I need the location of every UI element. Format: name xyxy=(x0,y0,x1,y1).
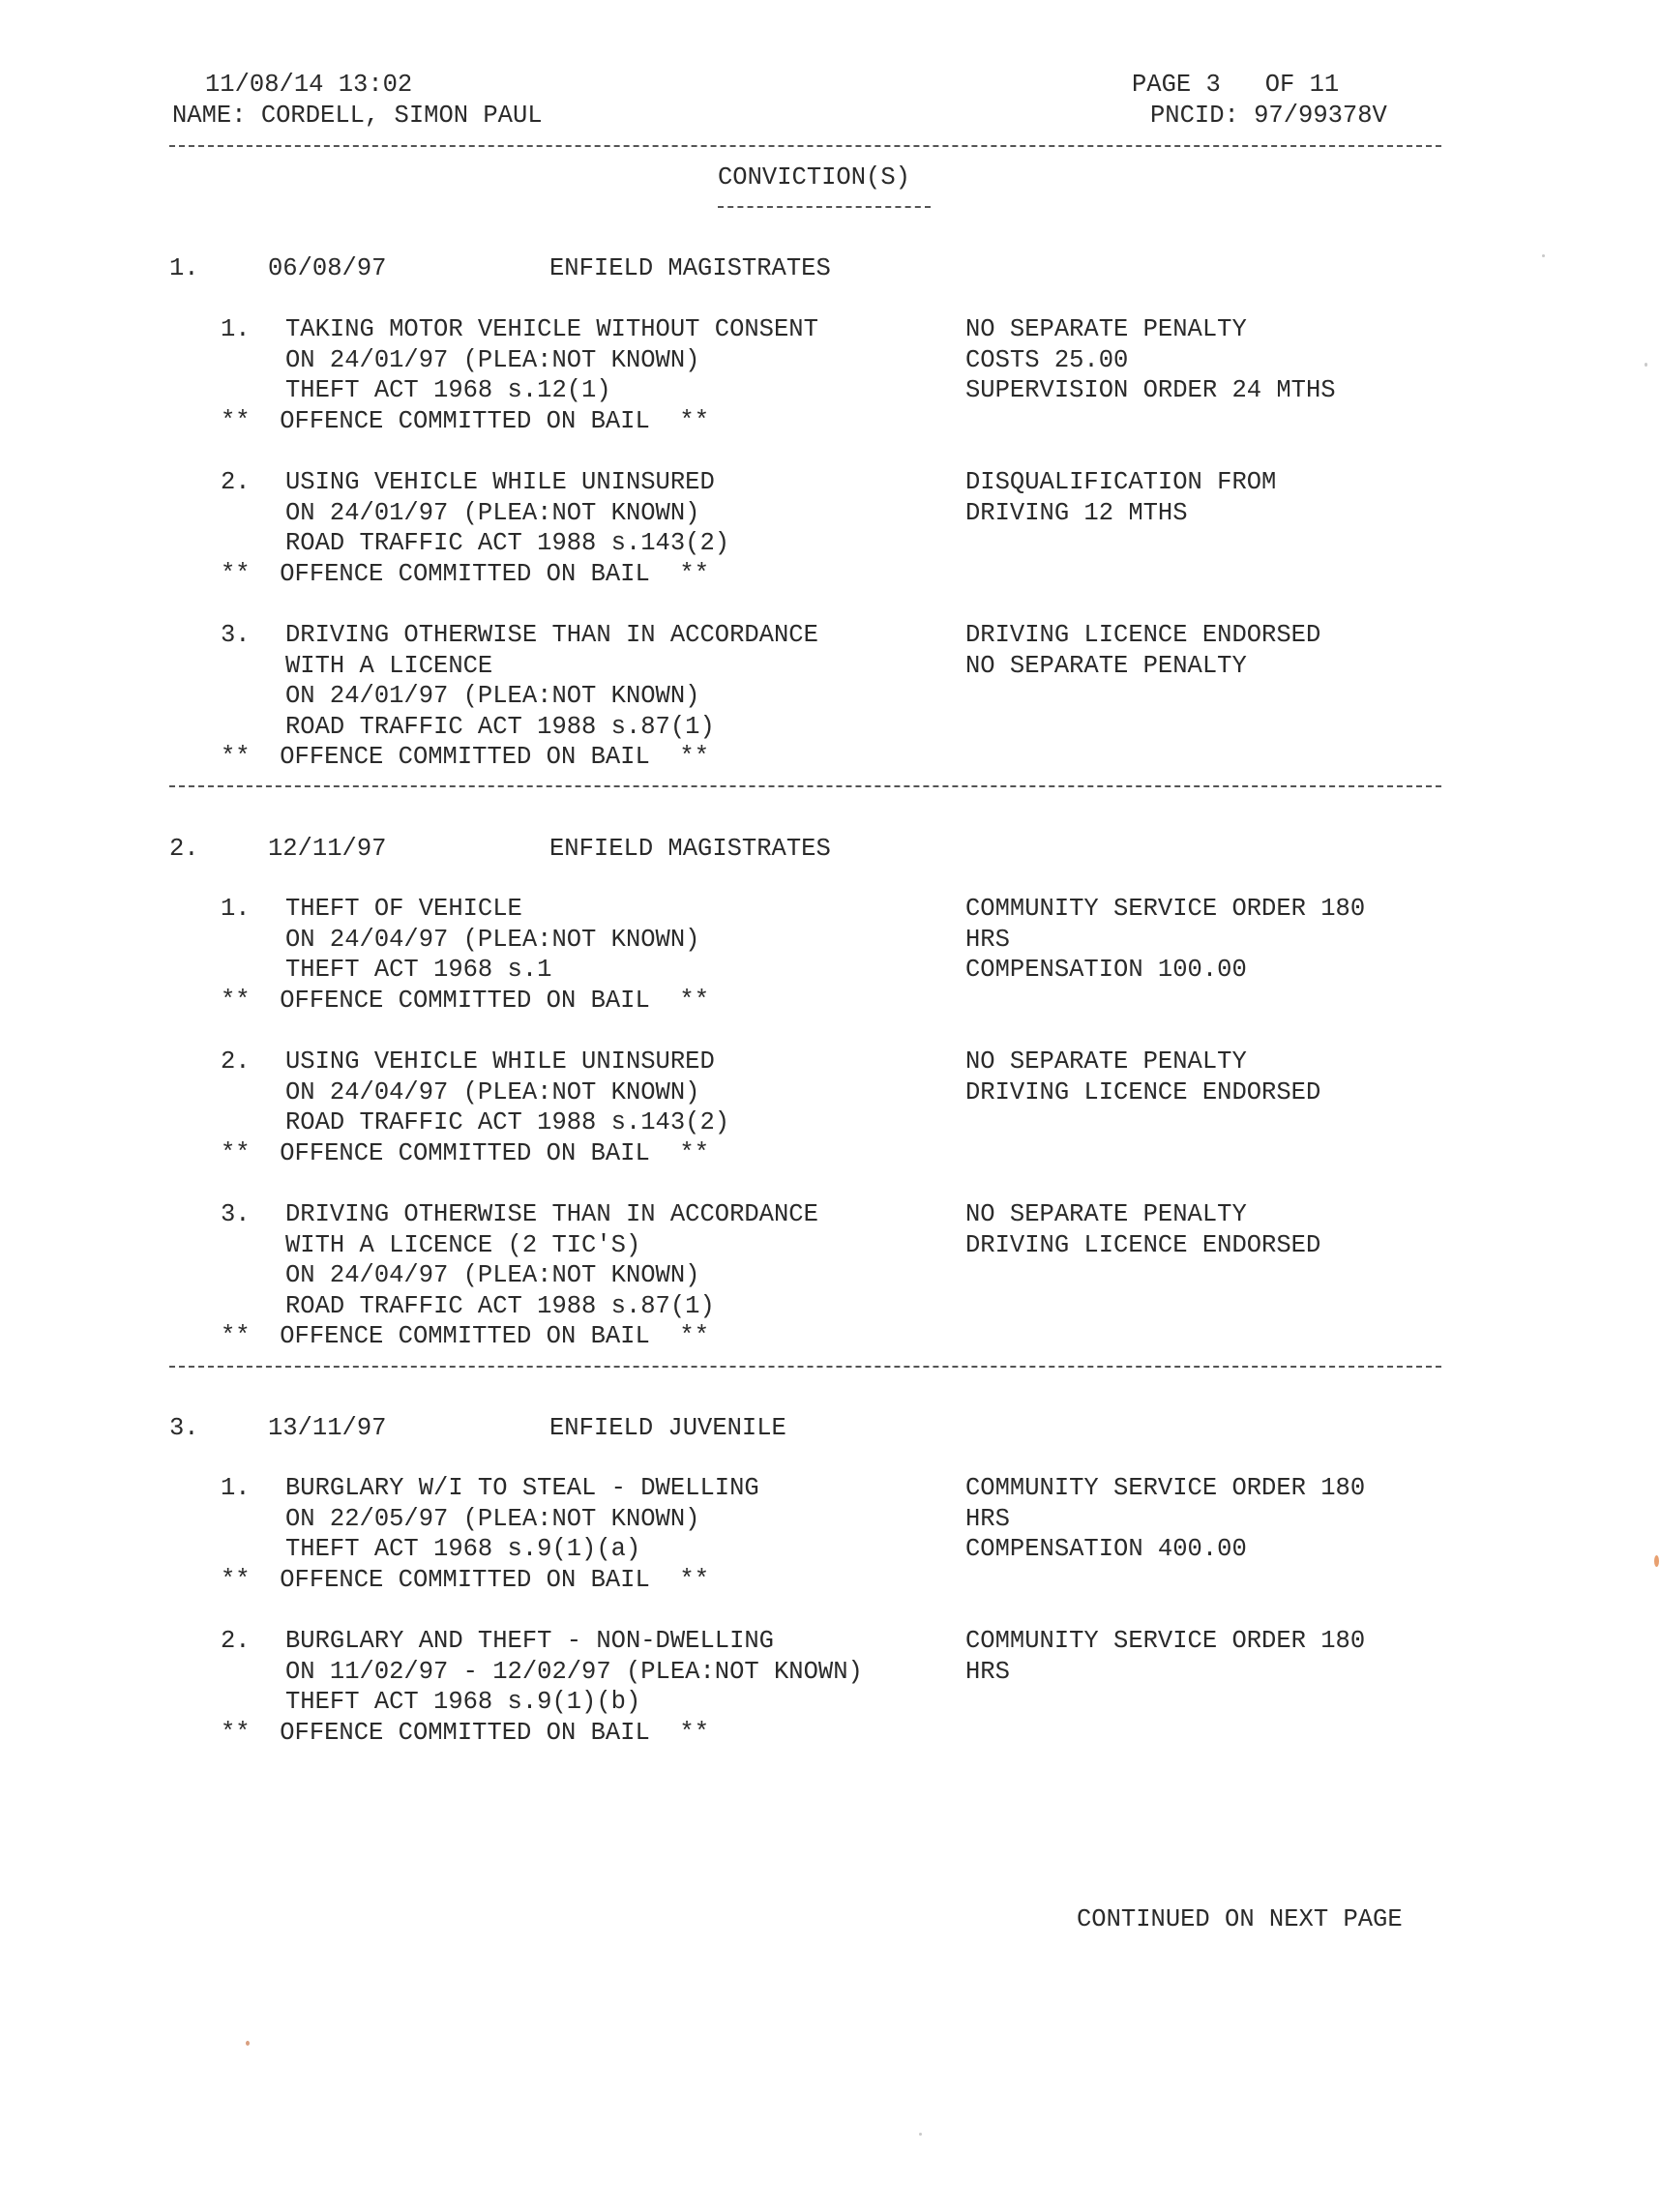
offence-line: BURGLARY W/I TO STEAL - DWELLING xyxy=(285,1474,759,1502)
offence-line: ON 24/01/97 (PLEA:NOT KNOWN) xyxy=(285,346,700,374)
offence-line: WITH A LICENCE xyxy=(285,652,493,680)
conviction-date: 13/11/97 xyxy=(268,1414,387,1442)
offence-line: TAKING MOTOR VEHICLE WITHOUT CONSENT xyxy=(285,315,818,343)
result-line: COMPENSATION 100.00 xyxy=(965,956,1247,984)
offence-line: ROAD TRAFFIC ACT 1988 s.87(1) xyxy=(285,713,715,741)
conviction-number: 1. xyxy=(169,254,199,282)
bail-note: ** OFFENCE COMMITTED ON BAIL ** xyxy=(221,560,709,588)
result-line: COSTS 25.00 xyxy=(965,346,1129,374)
conviction-date: 12/11/97 xyxy=(268,835,387,863)
offence-line: DRIVING OTHERWISE THAN IN ACCORDANCE xyxy=(285,1200,818,1228)
conviction-court: ENFIELD MAGISTRATES xyxy=(549,254,831,282)
bail-note: ** OFFENCE COMMITTED ON BAIL ** xyxy=(221,1139,709,1167)
offence-number: 2. xyxy=(221,1627,251,1655)
offence-number: 3. xyxy=(221,621,251,649)
result-line: DRIVING LICENCE ENDORSED xyxy=(965,1078,1321,1106)
bail-note: ** OFFENCE COMMITTED ON BAIL ** xyxy=(221,987,709,1015)
offence-number: 1. xyxy=(221,315,251,343)
result-line: NO SEPARATE PENALTY xyxy=(965,652,1247,680)
offence-line: ROAD TRAFFIC ACT 1988 s.143(2) xyxy=(285,1108,730,1136)
result-line: NO SEPARATE PENALTY xyxy=(965,1047,1247,1076)
conviction-court: ENFIELD MAGISTRATES xyxy=(549,835,831,863)
offence-line: ON 24/01/97 (PLEA:NOT KNOWN) xyxy=(285,499,700,527)
offence-line: USING VEHICLE WHILE UNINSURED xyxy=(285,1047,715,1076)
offence-number: 2. xyxy=(221,468,251,496)
bail-note: ** OFFENCE COMMITTED ON BAIL ** xyxy=(221,743,709,771)
page-number: PAGE 3 OF 11 xyxy=(1132,71,1340,99)
offence-line: ROAD TRAFFIC ACT 1988 s.87(1) xyxy=(285,1292,715,1320)
section-title: CONVICTION(S) xyxy=(718,163,910,192)
result-line: COMMUNITY SERVICE ORDER 180 xyxy=(965,1627,1366,1655)
result-line: NO SEPARATE PENALTY xyxy=(965,1200,1247,1228)
offence-line: ON 24/01/97 (PLEA:NOT KNOWN) xyxy=(285,682,700,710)
scan-speck xyxy=(246,2041,250,2046)
offence-line: ON 24/04/97 (PLEA:NOT KNOWN) xyxy=(285,1078,700,1106)
bail-note: ** OFFENCE COMMITTED ON BAIL ** xyxy=(221,1322,709,1350)
offence-line: DRIVING OTHERWISE THAN IN ACCORDANCE xyxy=(285,621,818,649)
offence-line: ON 24/04/97 (PLEA:NOT KNOWN) xyxy=(285,1261,700,1289)
print-timestamp: 11/08/14 13:02 xyxy=(205,71,413,99)
offence-number: 1. xyxy=(221,1474,251,1502)
conviction-number: 2. xyxy=(169,835,199,863)
offence-line: THEFT OF VEHICLE xyxy=(285,895,522,923)
result-line: DRIVING LICENCE ENDORSED xyxy=(965,1231,1321,1259)
conviction-court: ENFIELD JUVENILE xyxy=(549,1414,786,1442)
offence-number: 3. xyxy=(221,1200,251,1228)
offence-line: ON 22/05/97 (PLEA:NOT KNOWN) xyxy=(285,1505,700,1533)
offence-line: ON 24/04/97 (PLEA:NOT KNOWN) xyxy=(285,926,700,954)
section-divider xyxy=(169,785,1441,787)
offence-line: ON 11/02/97 - 12/02/97 (PLEA:NOT KNOWN) xyxy=(285,1658,863,1686)
result-line: COMMUNITY SERVICE ORDER 180 xyxy=(965,895,1366,923)
bail-note: ** OFFENCE COMMITTED ON BAIL ** xyxy=(221,1719,709,1747)
section-divider xyxy=(169,1366,1441,1368)
continued-footer: CONTINUED ON NEXT PAGE xyxy=(1077,1905,1403,1933)
result-line: COMPENSATION 400.00 xyxy=(965,1535,1247,1563)
offence-line: WITH A LICENCE (2 TIC'S) xyxy=(285,1231,641,1259)
offence-line: THEFT ACT 1968 s.9(1)(b) xyxy=(285,1688,641,1716)
scan-speck xyxy=(1654,1555,1659,1567)
header-divider xyxy=(169,145,1441,147)
result-line: NO SEPARATE PENALTY xyxy=(965,315,1247,343)
result-line: HRS xyxy=(965,926,1010,954)
scan-speck xyxy=(1645,363,1647,367)
pnc-id: PNCID: 97/99378V xyxy=(1150,102,1387,130)
result-line: SUPERVISION ORDER 24 MTHS xyxy=(965,376,1336,404)
result-line: DRIVING LICENCE ENDORSED xyxy=(965,621,1321,649)
offence-line: THEFT ACT 1968 s.1 xyxy=(285,956,552,984)
conviction-date: 06/08/97 xyxy=(268,254,387,282)
scan-speck xyxy=(919,2133,922,2136)
offence-line: THEFT ACT 1968 s.12(1) xyxy=(285,376,611,404)
result-line: COMMUNITY SERVICE ORDER 180 xyxy=(965,1474,1366,1502)
offence-line: ROAD TRAFFIC ACT 1988 s.143(2) xyxy=(285,529,730,557)
subject-name: NAME: CORDELL, SIMON PAUL xyxy=(172,102,543,130)
result-line: DRIVING 12 MTHS xyxy=(965,499,1188,527)
bail-note: ** OFFENCE COMMITTED ON BAIL ** xyxy=(221,1566,709,1594)
result-line: HRS xyxy=(965,1505,1010,1533)
scan-speck xyxy=(1542,254,1545,257)
result-line: HRS xyxy=(965,1658,1010,1686)
offence-line: BURGLARY AND THEFT - NON-DWELLING xyxy=(285,1627,774,1655)
offence-line: THEFT ACT 1968 s.9(1)(a) xyxy=(285,1535,641,1563)
offence-number: 2. xyxy=(221,1047,251,1076)
section-title-underline xyxy=(718,206,931,208)
offence-line: USING VEHICLE WHILE UNINSURED xyxy=(285,468,715,496)
result-line: DISQUALIFICATION FROM xyxy=(965,468,1277,496)
bail-note: ** OFFENCE COMMITTED ON BAIL ** xyxy=(221,407,709,435)
conviction-number: 3. xyxy=(169,1414,199,1442)
offence-number: 1. xyxy=(221,895,251,923)
